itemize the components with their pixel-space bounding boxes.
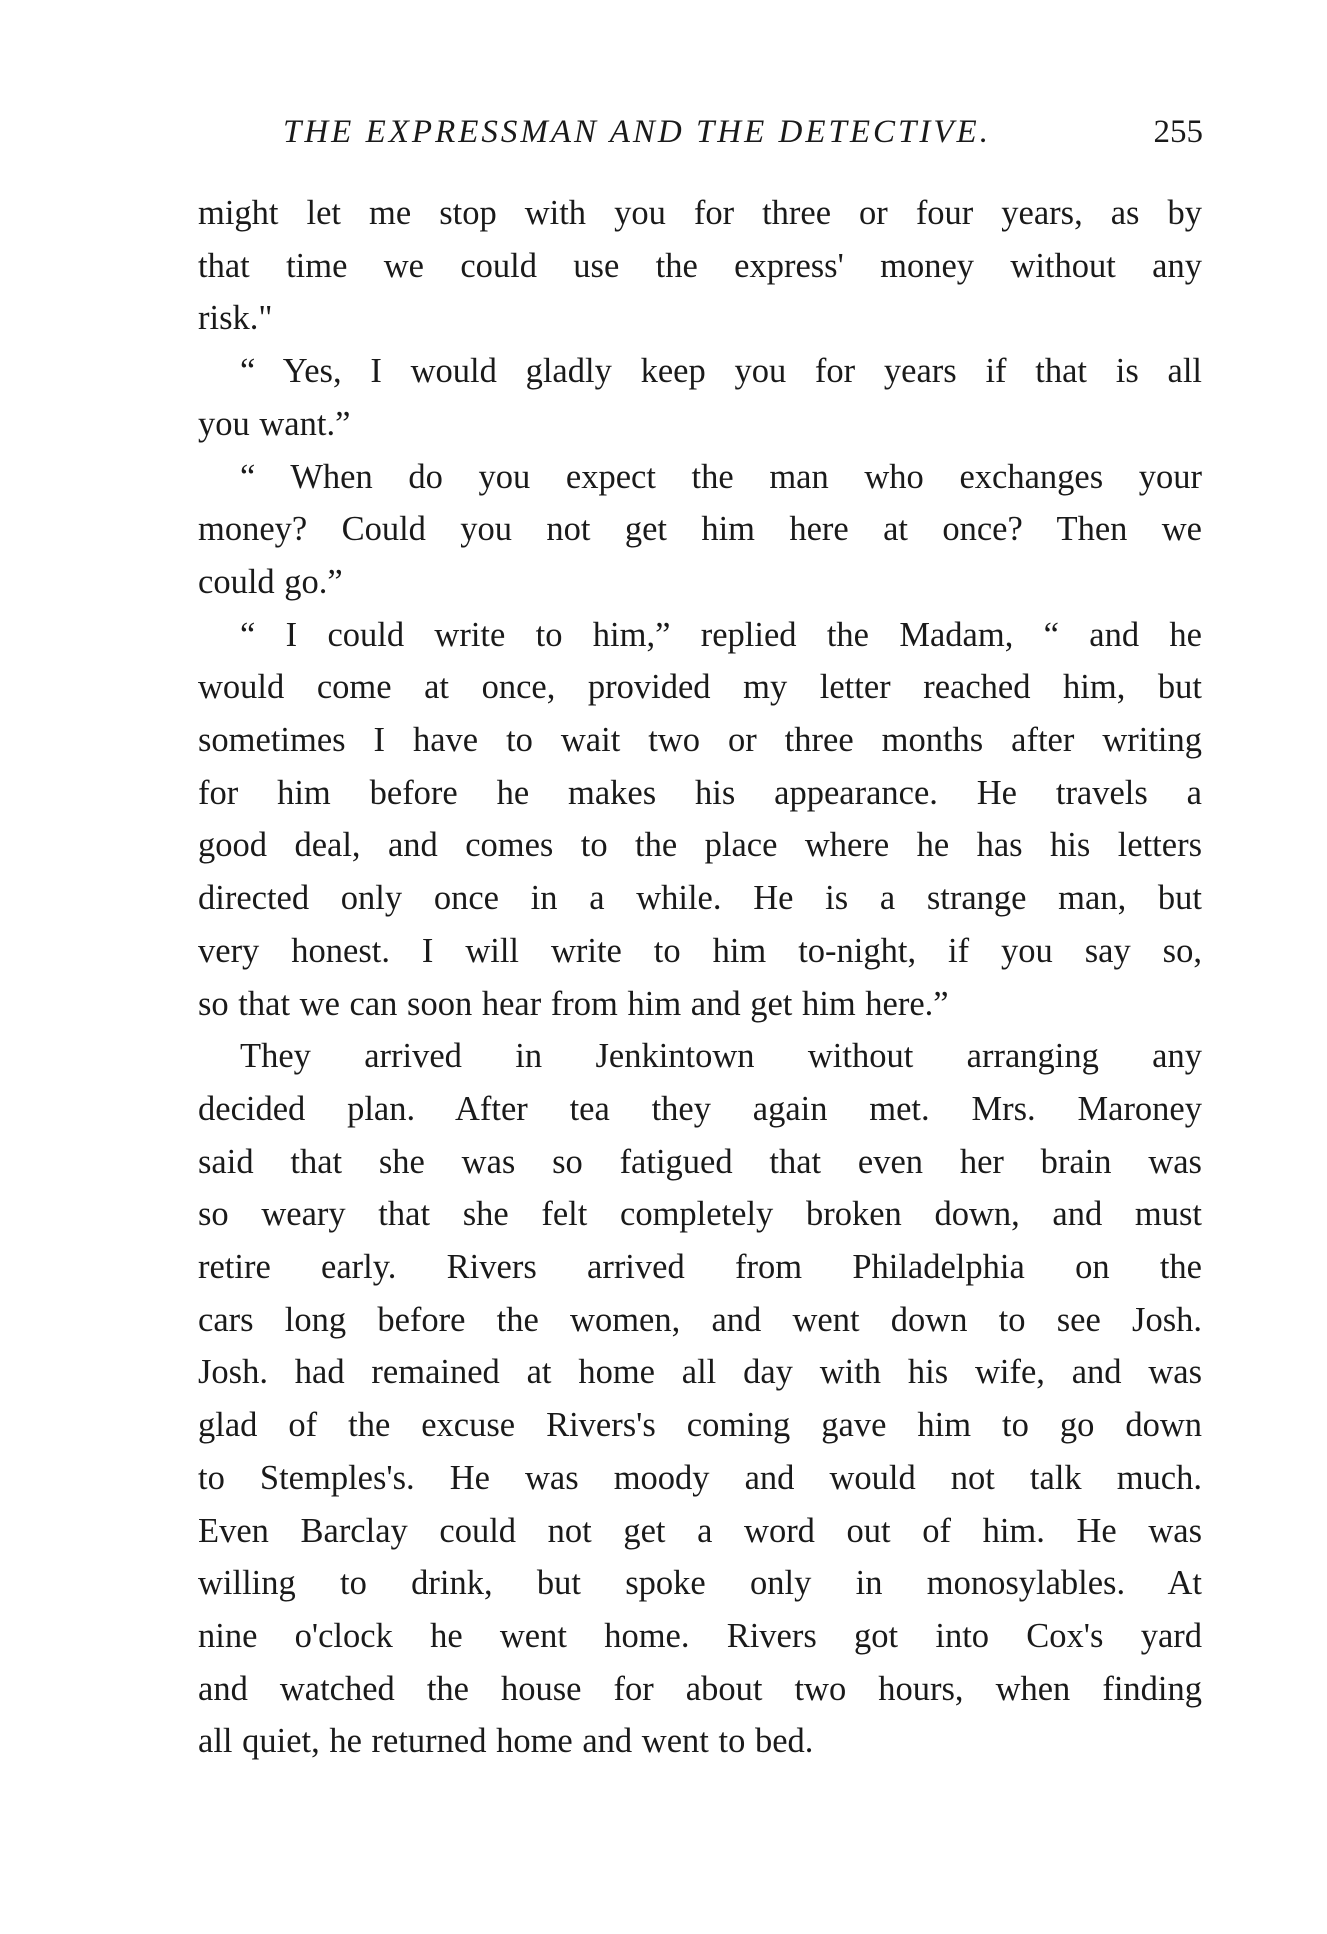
text-line: so weary that she felt completely broken down, and must	[198, 1195, 1202, 1234]
text-line: “ I could write to him,” replied the Madam, “ and he	[240, 615, 1202, 654]
text-line: money? Could you not get him here at once? Then we	[198, 510, 1202, 549]
text-line: you want.”	[198, 404, 351, 443]
text-line: cars long before the women, and went down to see Josh.	[198, 1300, 1202, 1339]
text-line: “ When do you expect the man who exchanges your	[240, 457, 1202, 496]
paragraph	[198, 609, 1202, 1031]
text-line: all quiet, he returned home and went to bed.	[198, 1722, 814, 1761]
text-line: good deal, and comes to the place where he has his letters	[198, 826, 1202, 865]
running-header	[283, 108, 1203, 156]
text-line: that time we could use the express' money without any	[198, 246, 1202, 285]
text-line: risk."	[198, 299, 273, 338]
text-line: so that we can soon hear from him and get him here.”	[198, 984, 949, 1023]
text-line: might let me stop with you for three or four years, as by	[198, 194, 1202, 232]
text-line: would come at once, provided my letter reached him, but	[198, 668, 1202, 707]
body-text	[198, 187, 1202, 1768]
text-line: said that she was so fatigued that even her brain was	[198, 1142, 1202, 1181]
text-line: directed only once in a while. He is a strange man, but	[198, 879, 1202, 918]
page-number: 255	[1153, 114, 1203, 150]
text-line: very honest. I will write to him to-night, if you say so,	[198, 931, 1202, 970]
text-line: retire early. Rivers arrived from Philadelphia on the	[198, 1248, 1202, 1287]
text-line: Even Barclay could not get a word out of him. He was	[198, 1511, 1202, 1550]
text-line: and watched the house for about two hours, when finding	[198, 1669, 1202, 1708]
text-line: could go.”	[198, 562, 343, 601]
paragraph	[198, 451, 1202, 609]
text-line: sometimes I have to wait two or three months after writing	[198, 721, 1202, 760]
text-line: Josh. had remained at home all day with his wife, and was	[198, 1353, 1202, 1392]
text-line: nine o'clock he went home. Rivers got into Cox's yard	[198, 1616, 1202, 1655]
text-line: decided plan. After tea they again met. Mrs. Maroney	[198, 1089, 1202, 1128]
paragraph	[198, 1030, 1202, 1768]
text-line: glad of the excuse Rivers's coming gave him to go down	[198, 1406, 1202, 1445]
text-line: willing to drink, but spoke only in monosylables. At	[198, 1564, 1202, 1603]
text-line: They arrived in Jenkintown without arranging any	[240, 1037, 1202, 1076]
paragraph	[198, 187, 1202, 345]
paragraph	[198, 345, 1202, 450]
text-line: for him before he makes his appearance. He travels a	[198, 773, 1202, 812]
text-line: to Stemples's. He was moody and would not talk much.	[198, 1458, 1202, 1497]
running-title: THE EXPRESSMAN AND THE DETECTIVE.	[283, 114, 991, 150]
text-line: “ Yes, I would gladly keep you for years if that is all	[240, 352, 1202, 391]
